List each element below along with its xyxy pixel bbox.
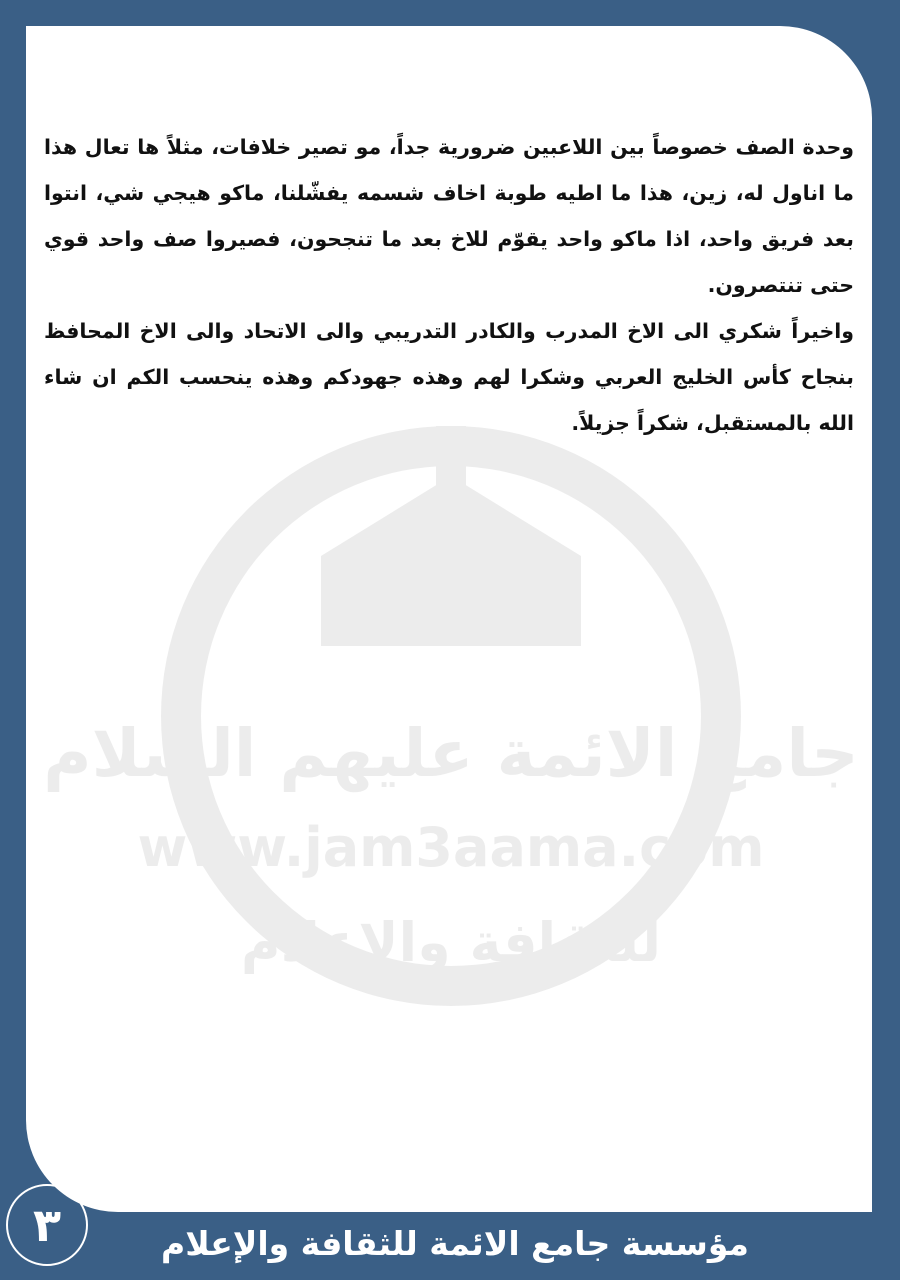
paragraph-thanks: واخيراً شكري الى الاخ المدرب والكادر التدريبي والى الاتحاد والى الاخ المحافظ بنجاح كأس الخليج العربي وشكرا لهم وهذه جهودكم وهذه ينحسب الكم ان شاء الله بالمستقبل، شكراً جزيلاً. bbox=[44, 319, 854, 435]
footer-title: مؤسسة جامع الائمة للثقافة والإعلام bbox=[161, 1224, 749, 1263]
watermark-url: www.jam3aama.com bbox=[137, 816, 765, 879]
paragraph-unity: وحدة الصف خصوصاً بين اللاعبين ضرورية جداً، مو تصير خلافات، مثلاً ها تعال هذا ما اناول له، زين، هذا ما اطيه طوبة اخاف شسمه يفشّلنا، ماكو هيجي شي، انتوا بعد فريق واحد، اذا ماكو واحد يقوّم للاخ بعد ما تنجحون، فصيروا صف واحد قوي حتى تنتصرون. bbox=[44, 135, 854, 297]
page-number-badge: ٣ bbox=[6, 1184, 88, 1266]
article-body bbox=[44, 124, 854, 446]
watermark-slogan: للثقافة والإعلام bbox=[240, 911, 662, 974]
watermark-text: جامع الائمة عليهم السلام bbox=[43, 715, 859, 792]
watermark-logo bbox=[43, 386, 859, 1026]
page-sheet bbox=[26, 26, 872, 1212]
